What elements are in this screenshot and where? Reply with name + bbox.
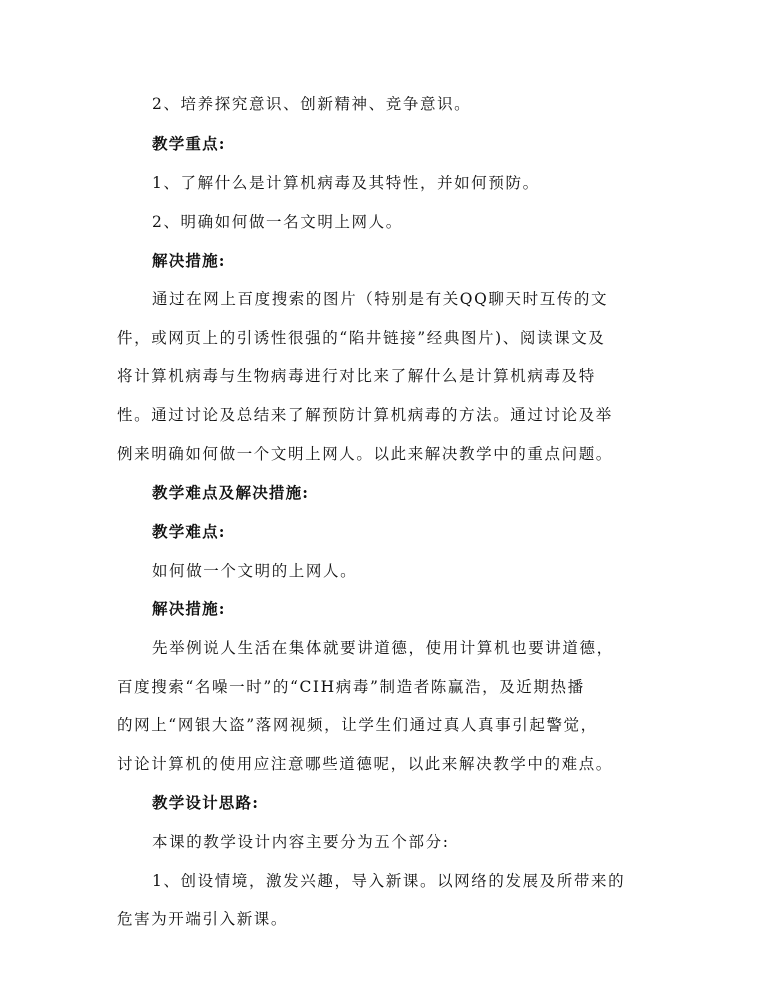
paragraph-line: 百度搜索“名噪一时”的“CIH病毒”制造者陈赢浩，及近期热播 bbox=[117, 678, 585, 696]
list-item-key-point-1: 1、了解什么是计算机病毒及其特性，并如何预防。 bbox=[152, 174, 540, 192]
paragraph-line: 的网上“网银大盗”落网视频，让学生们通过真人真事引起警觉， bbox=[117, 716, 598, 734]
paragraph-line: 件，或网页上的引诱性很强的“陷井链接”经典图片)、阅读课文及 bbox=[117, 329, 606, 347]
paragraph-line: 性。通过讨论及总结来了解预防计算机病毒的方法。通过讨论及举 bbox=[117, 406, 613, 424]
paragraph-line: 讨论计算机的使用应注意哪些道德呢，以此来解决教学中的难点。 bbox=[117, 755, 613, 773]
heading-measures: 解决措施: bbox=[152, 599, 226, 618]
heading-difficulty: 教学难点: bbox=[152, 522, 226, 541]
heading-design-approach: 教学设计思路: bbox=[152, 793, 260, 812]
paragraph-line: 如何做一个文明的上网人。 bbox=[152, 562, 358, 580]
paragraph-line: 例来明确如何做一个文明上网人。以此来解决教学中的重点问题。 bbox=[117, 445, 613, 463]
paragraph-line: 本课的教学设计内容主要分为五个部分: bbox=[152, 833, 450, 851]
heading-measures: 解决措施: bbox=[152, 251, 226, 270]
heading-key-points: 教学重点: bbox=[152, 134, 226, 153]
list-item-design-1: 1、创设情境，激发兴趣，导入新课。以网络的发展及所带来的 bbox=[152, 872, 626, 890]
list-item-goal-2: 2、培养探究意识、创新精神、竞争意识。 bbox=[152, 95, 472, 113]
paragraph-line: 先举例说人生活在集体就要讲道德，使用计算机也要讲道德， bbox=[152, 639, 614, 657]
paragraph-line: 危害为开端引入新课。 bbox=[117, 910, 289, 928]
paragraph-line: 通过在网上百度搜索的图片（特别是有关QQ聊天时互传的文 bbox=[152, 290, 609, 308]
heading-difficulties-and-measures: 教学难点及解决措施: bbox=[152, 483, 310, 502]
paragraph-line: 将计算机病毒与生物病毒进行对比来了解什么是计算机病毒及特 bbox=[117, 367, 596, 385]
list-item-key-point-2: 2、明确如何做一名文明上网人。 bbox=[152, 213, 403, 231]
